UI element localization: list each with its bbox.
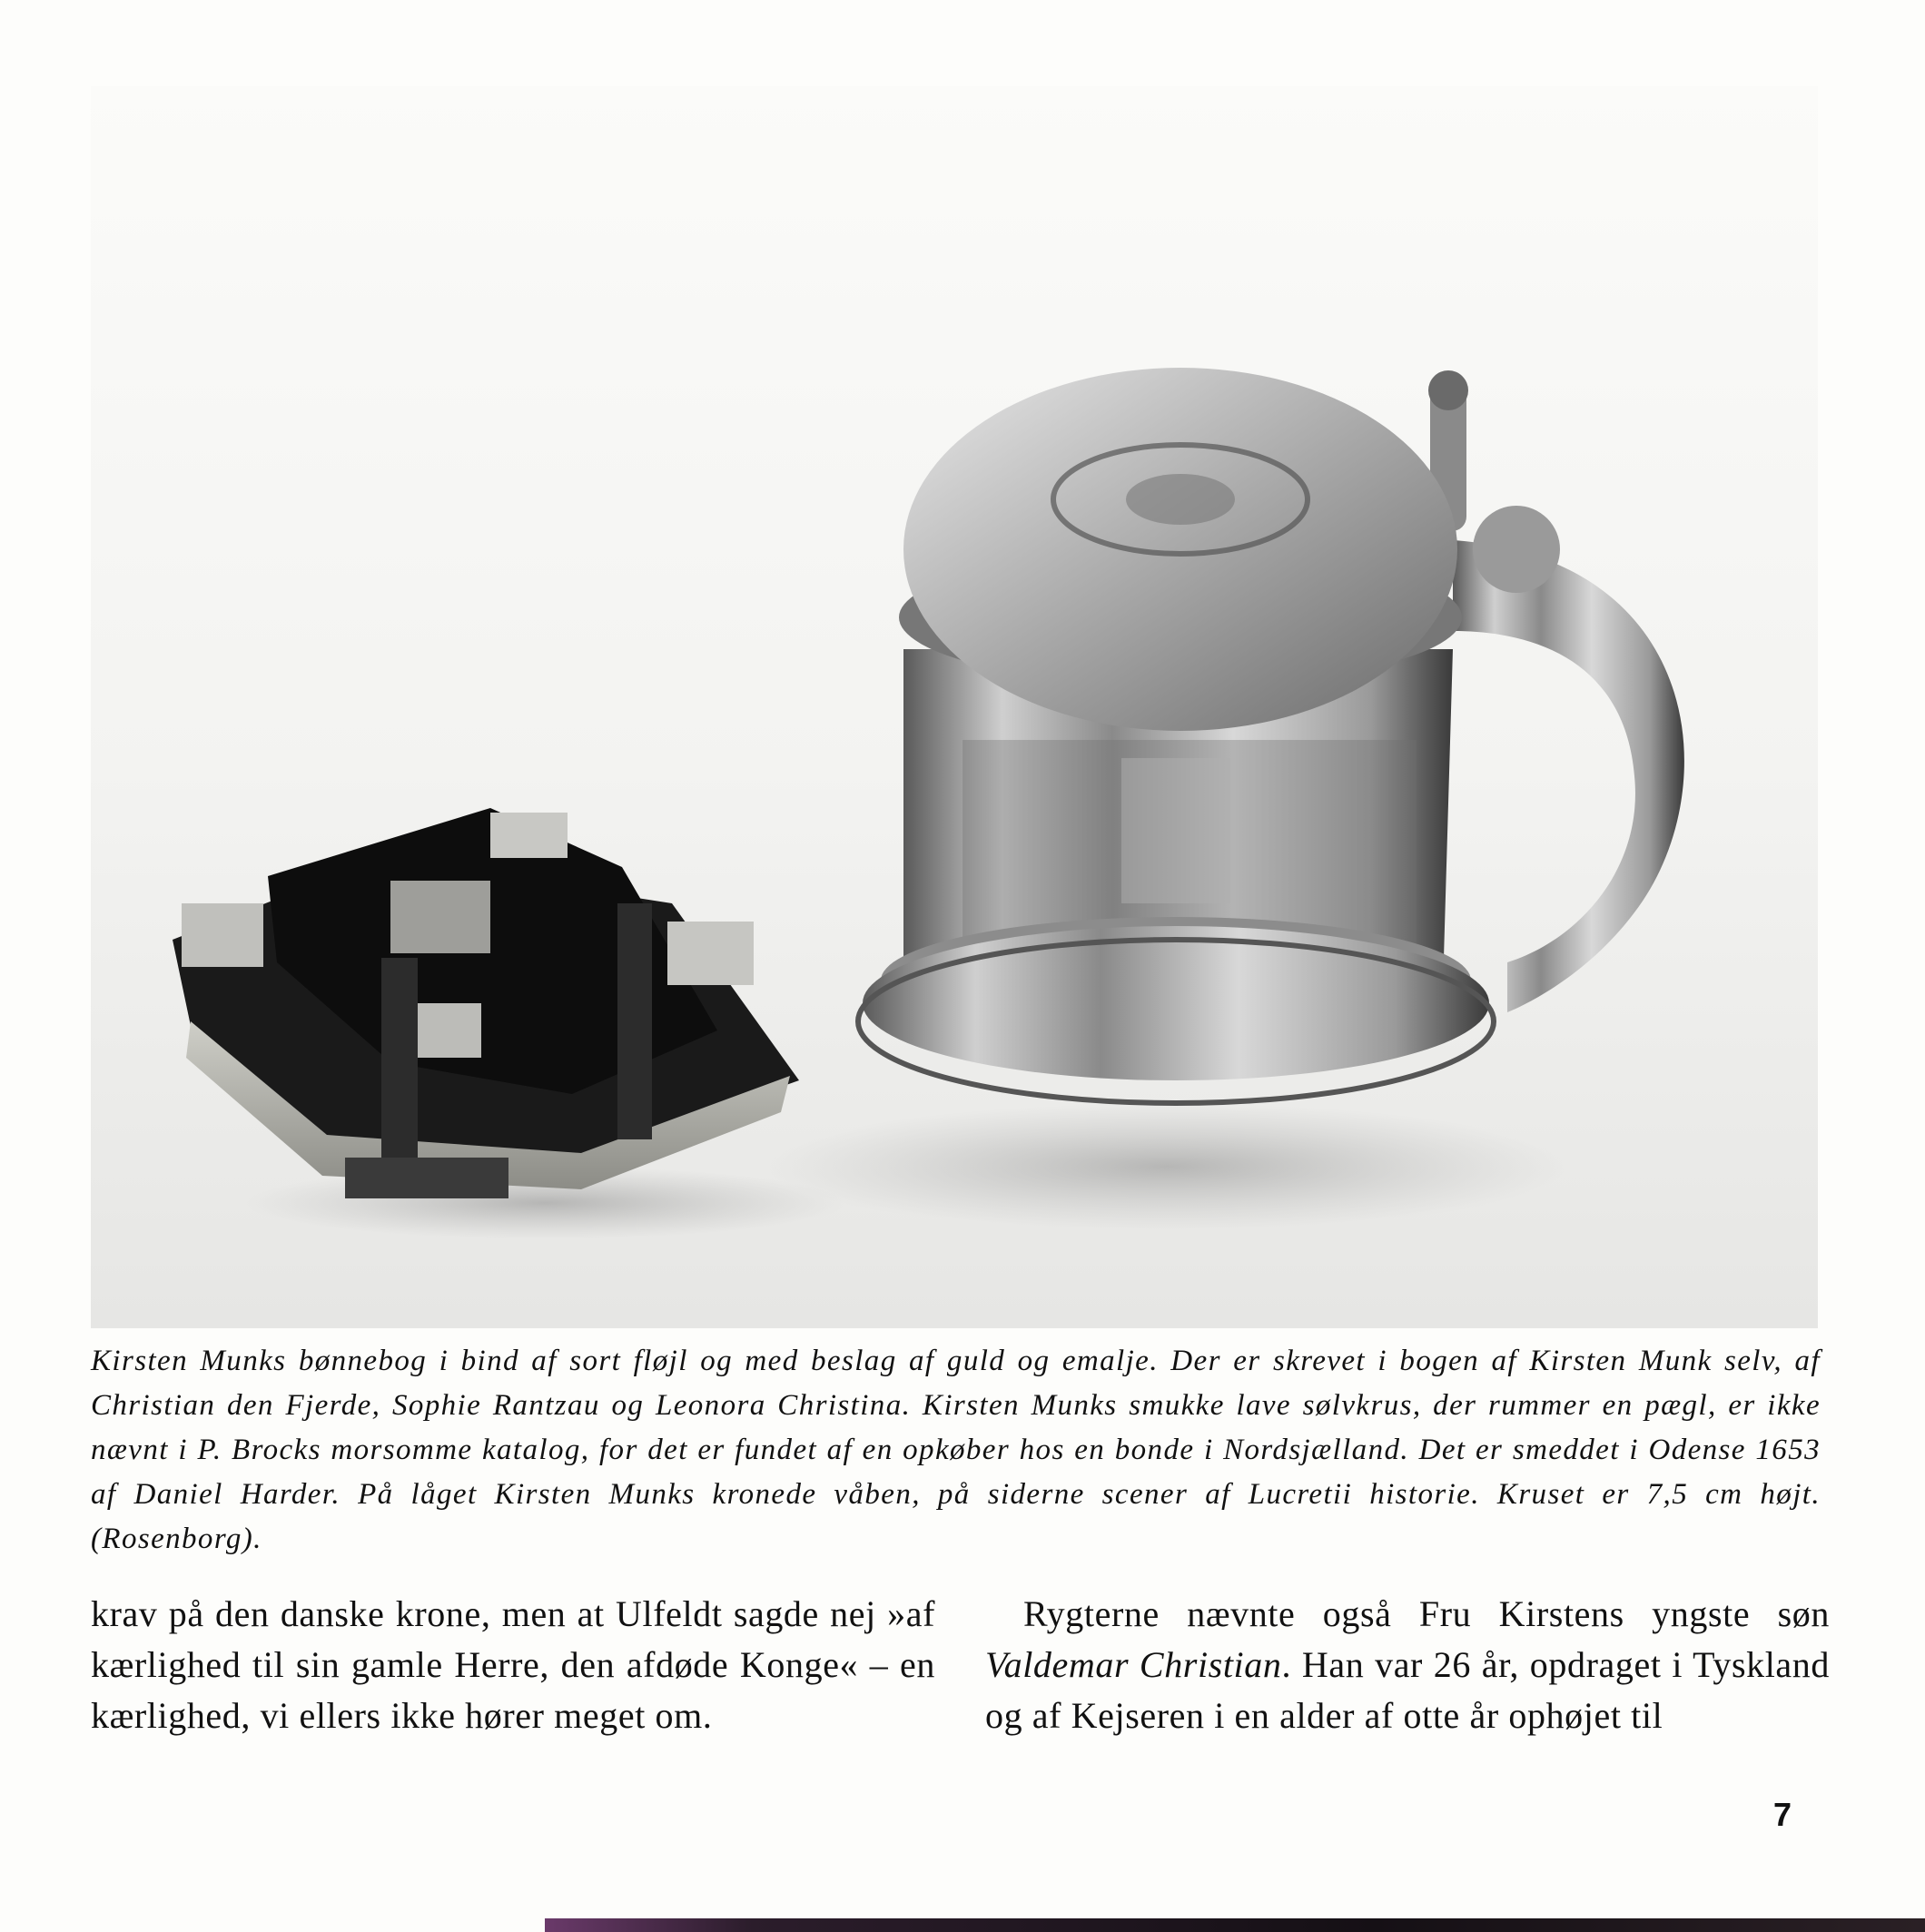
book-icon (173, 808, 844, 1239)
right-column-text-start: Rygterne nævnte også Fru Kirstens yngste søn (1023, 1593, 1830, 1634)
right-column-text-end: . Han var 26 år, opdraget i Tyskland og af Kejseren i en alder af otte år ophøjet til (985, 1644, 1830, 1736)
tankard-icon (767, 368, 1684, 1230)
photo-caption: Kirsten Munks bønnebog i bind af sort fløjl og med beslag af guld og emalje. Der er skrevet i bogen af Kirsten Munk selv, af Christian den Fjerde, Sophie Rantzau og Leonora Christina. Kirsten Munks smukke lave sølvkrus, der rummer en pægl, er ikke nævnt i P. Brocks morsomme katalog, for det er fundet af en opkøber hos en bonde i Nordsjælland. Det er smeddet i Odense 1653 af Daniel Harder. På låget Kirsten Munks kronede våben, på siderne scener af Lucretii historie. Kruset er 7,5 cm højt. (Rosenborg). (91, 1345, 1821, 1555)
photograph (91, 86, 1818, 1328)
italic-name: Valdemar Christian (985, 1644, 1282, 1685)
scan-edge (545, 1918, 1925, 1932)
body-text-right-column (985, 1589, 1830, 1741)
photo-illustration (91, 86, 1818, 1328)
page-number: 7 (1773, 1796, 1792, 1833)
body-text-left-column: krav på den danske krone, men at Ulfeldt sagde nej »af kærlighed til sin gamle Herre, den afdøde Konge« – en kærlighed, vi ellers ikke hører meget om. (91, 1593, 935, 1736)
